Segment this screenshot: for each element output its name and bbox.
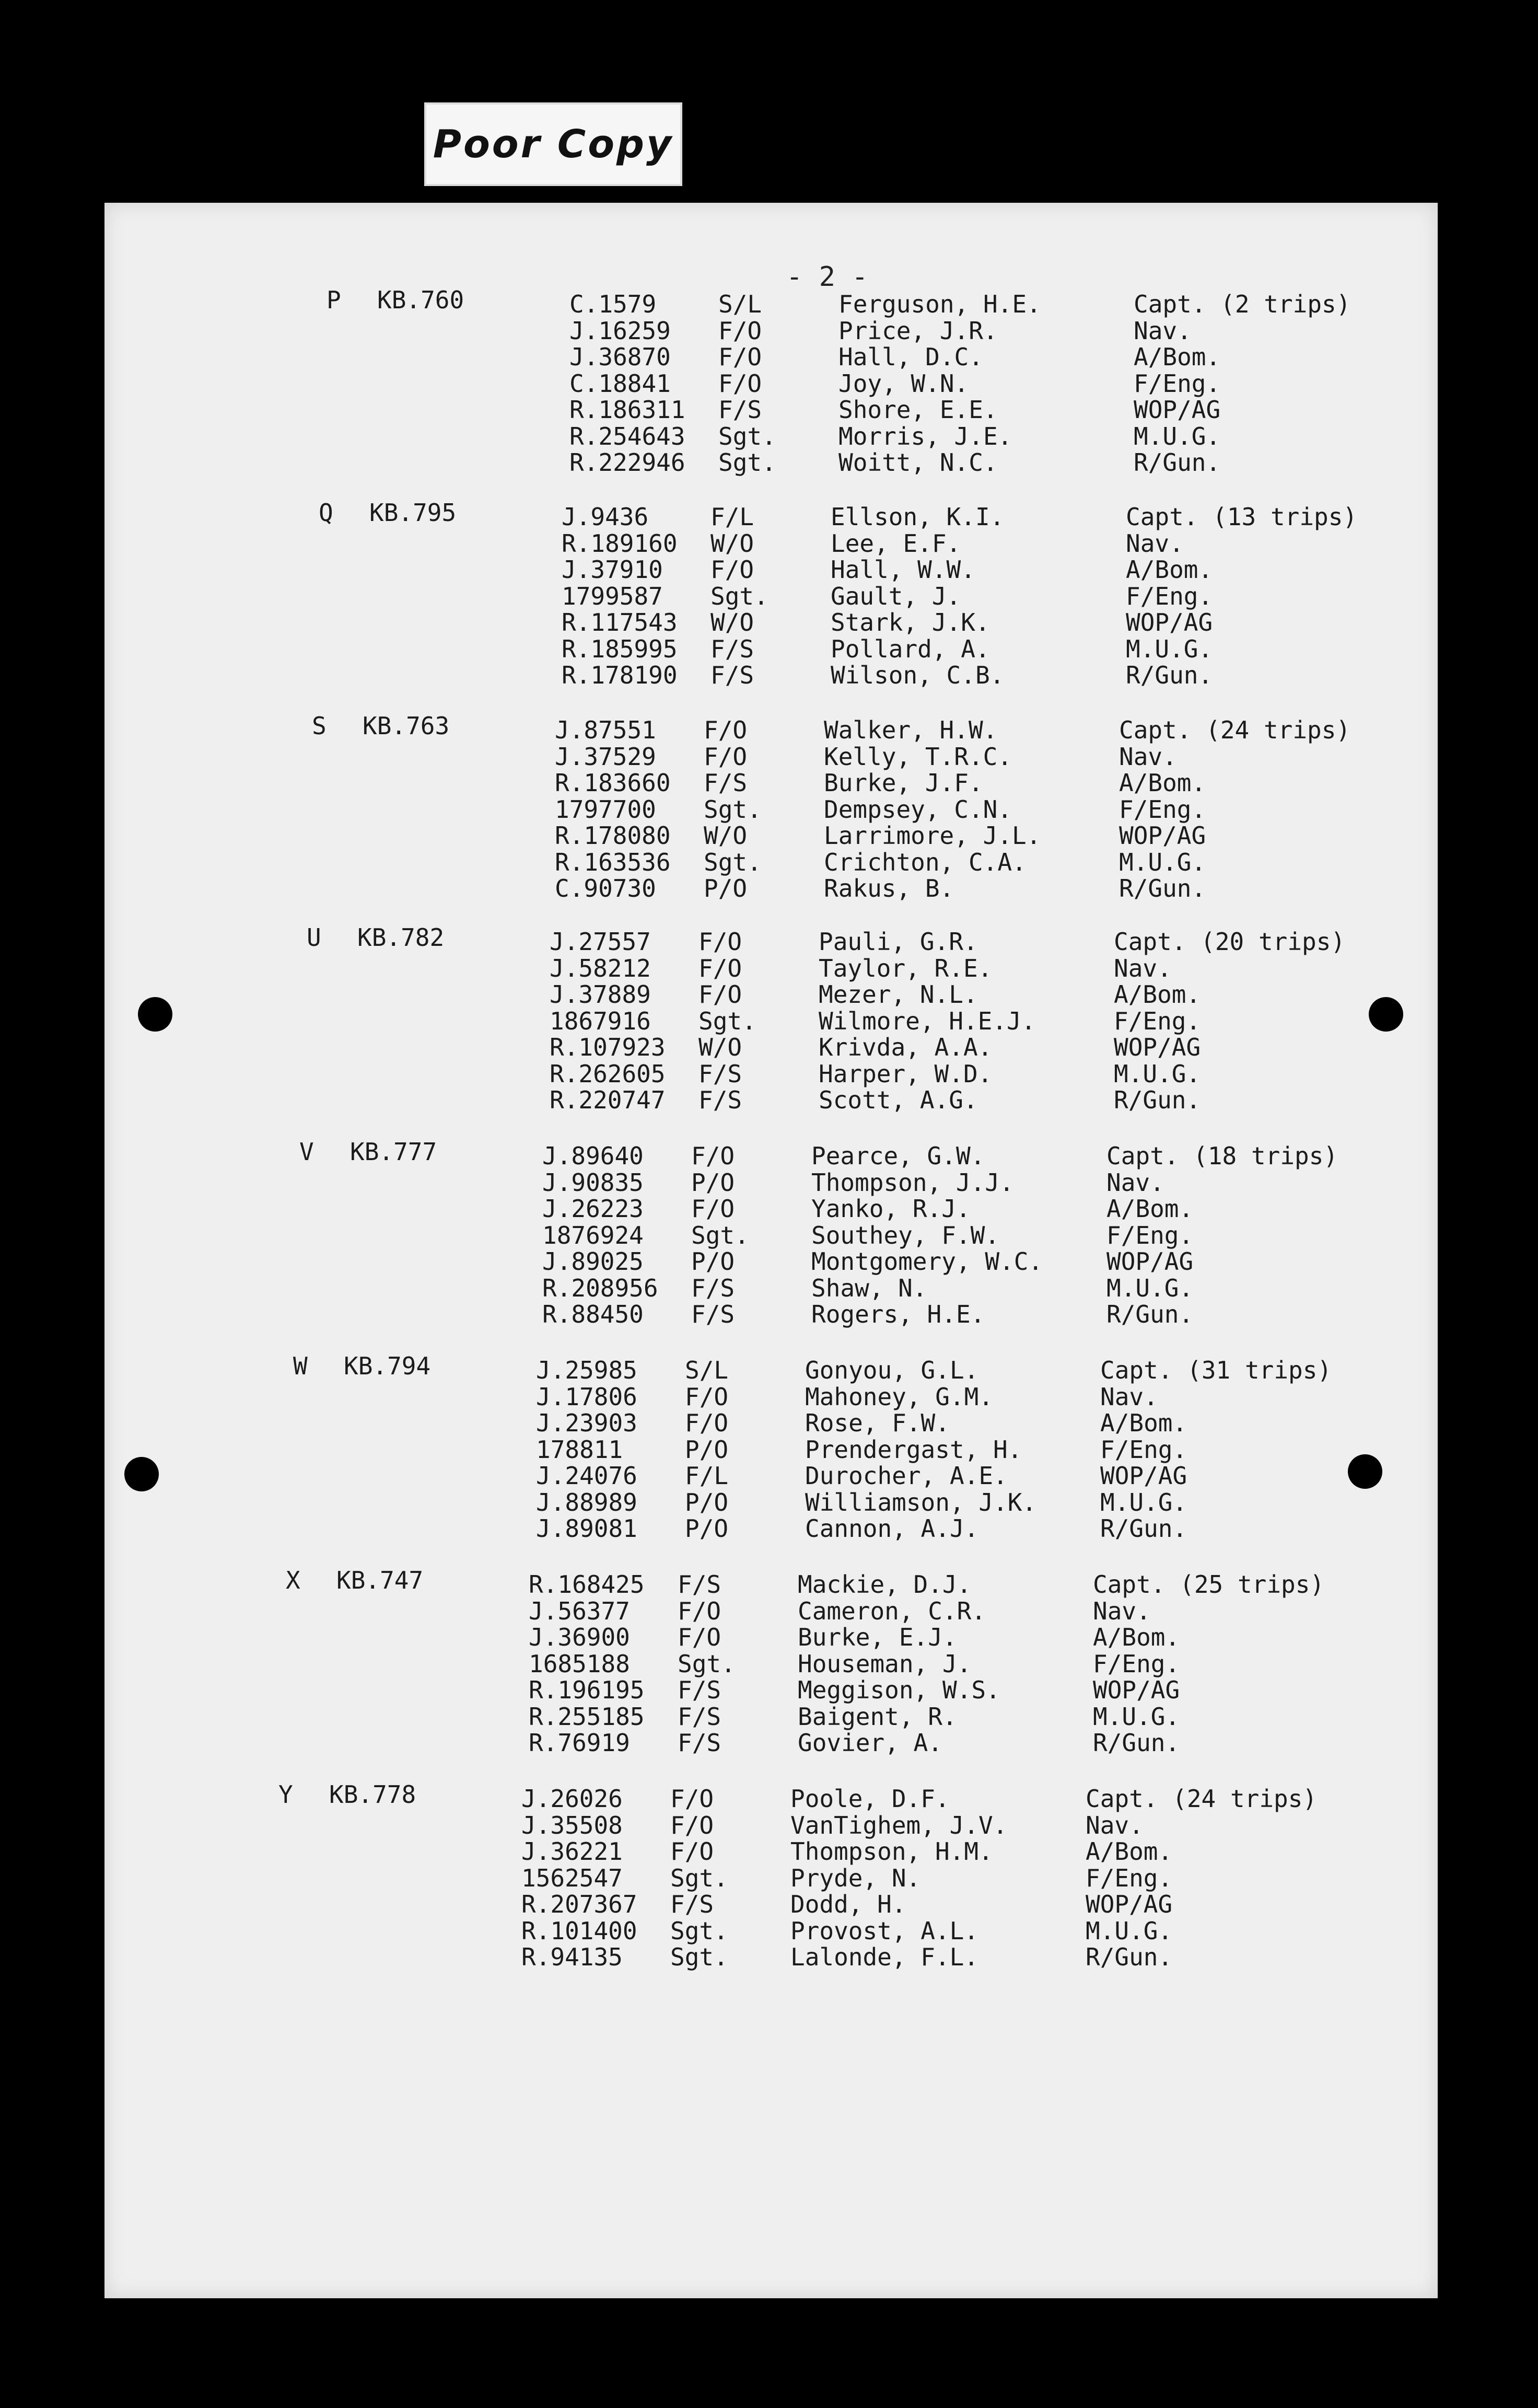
crew-role: R/Gun.	[1106, 1300, 1194, 1328]
rank: F/S	[670, 1890, 714, 1918]
crew-role: R/Gun.	[1134, 448, 1221, 477]
crew-name: Larrimore, J.L.	[824, 821, 1041, 850]
crew-role: M.U.G.	[1126, 634, 1213, 663]
crew-role: WOP/AG	[1134, 396, 1221, 424]
crew-name: Govier, A.	[798, 1729, 942, 1757]
crew-role: M.U.G.	[1106, 1274, 1194, 1302]
crew-name: Ellson, K.I.	[831, 503, 1005, 531]
service-number: 1562547	[521, 1863, 623, 1892]
service-number: 1876924	[542, 1221, 644, 1249]
aircraft-letter: Y	[278, 1780, 293, 1809]
crew-role: Nav.	[1126, 529, 1184, 558]
crew-name: Burke, E.J.	[798, 1623, 957, 1651]
service-number: J.58212	[550, 954, 651, 982]
crew-name: Scott, A.G.	[819, 1086, 978, 1114]
crew-role: Capt. (20 trips)	[1114, 928, 1346, 956]
aircraft-letter: S	[312, 712, 327, 740]
service-number: J.24076	[536, 1462, 637, 1490]
crew-role: Capt. (18 trips)	[1106, 1142, 1338, 1170]
punch-hole-left-upper	[138, 997, 172, 1032]
service-number: J.36221	[521, 1837, 623, 1866]
crew-role: Nav.	[1134, 316, 1192, 345]
rank: Sgt.	[718, 422, 776, 450]
rank: F/L	[685, 1462, 729, 1490]
rank: Sgt.	[718, 448, 776, 477]
rank: F/O	[691, 1195, 735, 1223]
rank: F/S	[698, 1059, 742, 1088]
crew-role: M.U.G.	[1119, 848, 1206, 876]
crew-role: A/Bom.	[1134, 343, 1221, 371]
crew-name: Stark, J.K.	[831, 608, 990, 636]
aircraft-serial: KB.778	[329, 1780, 416, 1809]
crew-role: R/Gun.	[1114, 1086, 1201, 1114]
crew-name: Lee, E.F.	[831, 529, 961, 558]
crew-name: Hall, D.C.	[838, 343, 983, 371]
crew-name: Mezer, N.L.	[819, 980, 978, 1009]
rank: F/O	[718, 316, 762, 345]
service-number: R.208956	[542, 1274, 658, 1302]
crew-name: Lalonde, F.L.	[790, 1943, 979, 1971]
punch-hole-left-lower	[124, 1457, 159, 1491]
crew-role: F/Eng.	[1100, 1435, 1187, 1464]
crew-name: Woitt, N.C.	[838, 448, 998, 477]
crew-name: Pearce, G.W.	[811, 1142, 985, 1170]
crew-name: Thompson, H.M.	[790, 1837, 993, 1866]
service-number: J.36870	[569, 343, 671, 371]
service-number: J.90835	[542, 1168, 644, 1197]
rank: P/O	[691, 1247, 735, 1276]
service-number: J.36900	[529, 1623, 630, 1651]
rank: Sgt.	[670, 1863, 728, 1892]
service-number: R.186311	[569, 396, 685, 424]
crew-name: Yanko, R.J.	[811, 1195, 971, 1223]
rank: W/O	[704, 821, 748, 850]
aircraft-letter: P	[327, 286, 341, 314]
aircraft-serial: KB.794	[344, 1352, 431, 1380]
crew-name: Houseman, J.	[798, 1649, 972, 1678]
rank: W/O	[698, 1033, 742, 1061]
crew-name: Crichton, C.A.	[824, 848, 1027, 876]
crew-role: Capt. (2 trips)	[1134, 290, 1351, 318]
crew-name: Cannon, A.J.	[805, 1514, 979, 1543]
service-number: R.189160	[562, 529, 678, 558]
rank: P/O	[685, 1514, 729, 1543]
service-number: R.207367	[521, 1890, 637, 1918]
crew-role: R/Gun.	[1100, 1514, 1187, 1543]
service-number: R.185995	[562, 634, 678, 663]
service-number: J.89081	[536, 1514, 637, 1543]
crew-name: Prendergast, H.	[805, 1435, 1022, 1464]
crew-name: Rogers, H.E.	[811, 1300, 985, 1328]
crew-role: M.U.G.	[1100, 1488, 1187, 1516]
crew-role: F/Eng.	[1126, 582, 1213, 610]
service-number: R.262605	[550, 1059, 666, 1088]
crew-role: Nav.	[1093, 1596, 1151, 1625]
aircraft-serial: KB.760	[377, 286, 464, 314]
crew-name: Dodd, H.	[790, 1890, 906, 1918]
crew-name: Burke, J.F.	[824, 769, 983, 797]
service-number: J.89025	[542, 1247, 644, 1276]
crew-name: Gault, J.	[831, 582, 961, 610]
service-number: R.94135	[521, 1943, 623, 1971]
crew-name: Walker, H.W.	[824, 716, 998, 744]
rank: F/O	[718, 369, 762, 398]
rank: F/O	[704, 716, 748, 744]
rank: F/O	[698, 980, 742, 1009]
rank: F/O	[670, 1837, 714, 1866]
rank: F/S	[710, 634, 754, 663]
crew-role: R/Gun.	[1093, 1729, 1180, 1757]
crew-role: M.U.G.	[1086, 1916, 1173, 1945]
crew-name: Shore, E.E.	[838, 396, 998, 424]
crew-name: Price, J.R.	[838, 316, 998, 345]
rank: P/O	[691, 1168, 735, 1197]
crew-name: Williamson, J.K.	[805, 1488, 1037, 1516]
service-number: R.101400	[521, 1916, 637, 1945]
crew-role: WOP/AG	[1086, 1890, 1173, 1918]
crew-role: WOP/AG	[1106, 1247, 1194, 1276]
rank: F/O	[670, 1811, 714, 1839]
service-number: J.23903	[536, 1409, 637, 1437]
rank: F/O	[685, 1382, 729, 1411]
service-number: J.37910	[562, 555, 663, 584]
rank: F/S	[691, 1274, 735, 1302]
crew-role: F/Eng.	[1119, 795, 1206, 824]
crew-name: Ferguson, H.E.	[838, 290, 1041, 318]
rank: P/O	[685, 1435, 729, 1464]
rank: F/O	[698, 928, 742, 956]
service-number: 1797700	[555, 795, 656, 824]
crew-name: Pryde, N.	[790, 1863, 921, 1892]
rank: F/S	[678, 1702, 721, 1731]
aircraft-letter: Q	[319, 499, 333, 527]
rank: F/S	[678, 1676, 721, 1704]
crew-name: Pollard, A.	[831, 634, 990, 663]
service-number: R.196195	[529, 1676, 645, 1704]
service-number: C.1579	[569, 290, 657, 318]
crew-role: Capt. (24 trips)	[1119, 716, 1351, 744]
crew-name: Dempsey, C.N.	[824, 795, 1012, 824]
crew-role: F/Eng.	[1134, 369, 1221, 398]
service-number: J.27557	[550, 928, 651, 956]
rank: Sgt.	[670, 1916, 728, 1945]
crew-name: Poole, D.F.	[790, 1785, 950, 1813]
crew-name: Durocher, A.E.	[805, 1462, 1008, 1490]
crew-name: Harper, W.D.	[819, 1059, 993, 1088]
service-number: R.168425	[529, 1570, 645, 1599]
crew-role: WOP/AG	[1119, 821, 1206, 850]
rank: Sgt.	[678, 1649, 736, 1678]
crew-role: Capt. (31 trips)	[1100, 1356, 1332, 1384]
crew-name: Rakus, B.	[824, 874, 954, 902]
crew-name: Montgomery, W.C.	[811, 1247, 1043, 1276]
service-number: 1685188	[529, 1649, 630, 1678]
punch-hole-right-lower	[1348, 1454, 1382, 1489]
rank: Sgt.	[710, 582, 768, 610]
crew-name: Kelly, T.R.C.	[824, 742, 1012, 771]
crew-name: Pauli, G.R.	[819, 928, 978, 956]
rank: S/L	[685, 1356, 729, 1384]
aircraft-serial: KB.782	[357, 923, 445, 952]
service-number: J.17806	[536, 1382, 637, 1411]
rank: Sgt.	[691, 1221, 749, 1249]
rank: F/O	[685, 1409, 729, 1437]
crew-role: F/Eng.	[1106, 1221, 1194, 1249]
rank: P/O	[704, 874, 748, 902]
rank: F/O	[678, 1623, 721, 1651]
rank: Sgt.	[670, 1943, 728, 1971]
crew-name: Cameron, C.R.	[798, 1596, 986, 1625]
service-number: C.90730	[555, 874, 656, 902]
service-number: R.178190	[562, 661, 678, 689]
crew-role: A/Bom.	[1106, 1195, 1194, 1223]
crew-name: Thompson, J.J.	[811, 1168, 1014, 1197]
rank: F/S	[710, 661, 754, 689]
rank: F/O	[704, 742, 748, 771]
rank: F/S	[678, 1729, 721, 1757]
service-number: R.222946	[569, 448, 685, 477]
crew-role: Nav.	[1086, 1811, 1144, 1839]
crew-role: A/Bom.	[1086, 1837, 1173, 1866]
crew-name: Provost, A.L.	[790, 1916, 979, 1945]
crew-role: Capt. (13 trips)	[1126, 503, 1358, 531]
rank: Sgt.	[704, 795, 762, 824]
aircraft-letter: V	[299, 1138, 314, 1166]
crew-role: Nav.	[1100, 1382, 1158, 1411]
crew-role: Nav.	[1106, 1168, 1164, 1197]
crew-role: Nav.	[1119, 742, 1177, 771]
service-number: J.56377	[529, 1596, 630, 1625]
service-number: J.26026	[521, 1785, 623, 1813]
crew-role: A/Bom.	[1093, 1623, 1180, 1651]
crew-name: Mahoney, G.M.	[805, 1382, 994, 1411]
crew-name: Shaw, N.	[811, 1274, 927, 1302]
service-number: J.37529	[555, 742, 656, 771]
crew-role: A/Bom.	[1126, 555, 1213, 584]
service-number: J.89640	[542, 1142, 644, 1170]
crew-role: WOP/AG	[1114, 1033, 1201, 1061]
service-number: R.178080	[555, 821, 671, 850]
crew-role: A/Bom.	[1100, 1409, 1187, 1437]
crew-role: R/Gun.	[1126, 661, 1213, 689]
service-number: C.18841	[569, 369, 671, 398]
rank: F/S	[718, 396, 762, 424]
rank: F/S	[698, 1086, 742, 1114]
service-number: 178811	[536, 1435, 623, 1464]
service-number: 1799587	[562, 582, 663, 610]
crew-name: Gonyou, G.L.	[805, 1356, 979, 1384]
crew-name: Baigent, R.	[798, 1702, 957, 1731]
service-number: J.16259	[569, 316, 671, 345]
rank: W/O	[710, 608, 754, 636]
aircraft-letter: W	[293, 1352, 308, 1380]
crew-role: F/Eng.	[1086, 1863, 1173, 1892]
crew-name: Wilson, C.B.	[831, 661, 1005, 689]
aircraft-serial: KB.777	[350, 1138, 437, 1166]
crew-name: Hall, W.W.	[831, 555, 975, 584]
crew-name: Taylor, R.E.	[819, 954, 993, 982]
service-number: J.88989	[536, 1488, 637, 1516]
crew-name: Morris, J.E.	[838, 422, 1012, 450]
crew-name: Southey, F.W.	[811, 1221, 1000, 1249]
poor-copy-text: Poor Copy	[433, 122, 674, 167]
service-number: R.88450	[542, 1300, 644, 1328]
poor-copy-label	[424, 102, 682, 186]
service-number: J.25985	[536, 1356, 637, 1384]
rank: F/O	[678, 1596, 721, 1625]
service-number: R.163536	[555, 848, 671, 876]
crew-role: R/Gun.	[1119, 874, 1206, 902]
service-number: 1867916	[550, 1006, 651, 1035]
rank: F/O	[698, 954, 742, 982]
crew-name: VanTighem, J.V.	[790, 1811, 1008, 1839]
crew-role: Capt. (25 trips)	[1093, 1570, 1325, 1599]
rank: P/O	[685, 1488, 729, 1516]
aircraft-letter: X	[286, 1566, 300, 1594]
crew-role: WOP/AG	[1093, 1676, 1180, 1704]
service-number: R.254643	[569, 422, 685, 450]
aircraft-serial: KB.763	[363, 712, 450, 740]
service-number: J.37889	[550, 980, 651, 1009]
rank: W/O	[710, 529, 754, 558]
rank: F/S	[691, 1300, 735, 1328]
crew-name: Mackie, D.J.	[798, 1570, 972, 1599]
punch-hole-right-upper	[1369, 997, 1403, 1032]
crew-role: Nav.	[1114, 954, 1172, 982]
rank: F/S	[704, 769, 748, 797]
crew-role: F/Eng.	[1114, 1006, 1201, 1035]
crew-role: A/Bom.	[1114, 980, 1201, 1009]
rank: Sgt.	[704, 848, 762, 876]
crew-role: WOP/AG	[1100, 1462, 1187, 1490]
crew-role: WOP/AG	[1126, 608, 1213, 636]
rank: F/O	[691, 1142, 735, 1170]
crew-name: Wilmore, H.E.J.	[819, 1006, 1036, 1035]
crew-name: Joy, W.N.	[838, 369, 969, 398]
service-number: R.117543	[562, 608, 678, 636]
crew-role: Capt. (24 trips)	[1086, 1785, 1318, 1813]
crew-name: Meggison, W.S.	[798, 1676, 1000, 1704]
crew-role: R/Gun.	[1086, 1943, 1173, 1971]
rank: F/O	[670, 1785, 714, 1813]
service-number: R.255185	[529, 1702, 645, 1731]
aircraft-letter: U	[307, 923, 321, 952]
service-number: R.220747	[550, 1086, 666, 1114]
aircraft-serial: KB.747	[336, 1566, 424, 1594]
service-number: R.107923	[550, 1033, 666, 1061]
crew-role: M.U.G.	[1093, 1702, 1180, 1731]
service-number: R.76919	[529, 1729, 630, 1757]
rank: S/L	[718, 290, 762, 318]
service-number: J.9436	[562, 503, 649, 531]
aircraft-serial: KB.795	[369, 499, 457, 527]
crew-name: Krivda, A.A.	[819, 1033, 993, 1061]
rank: F/L	[710, 503, 754, 531]
service-number: J.87551	[555, 716, 656, 744]
rank: F/O	[710, 555, 754, 584]
service-number: J.26223	[542, 1195, 644, 1223]
service-number: R.183660	[555, 769, 671, 797]
crew-role: F/Eng.	[1093, 1649, 1180, 1678]
crew-name: Rose, F.W.	[805, 1409, 950, 1437]
page-number: - 2 -	[786, 261, 868, 293]
rank: Sgt.	[698, 1006, 756, 1035]
crew-role: A/Bom.	[1119, 769, 1206, 797]
crew-role: M.U.G.	[1114, 1059, 1201, 1088]
service-number: J.35508	[521, 1811, 623, 1839]
crew-role: M.U.G.	[1134, 422, 1221, 450]
rank: F/S	[678, 1570, 721, 1599]
rank: F/O	[718, 343, 762, 371]
